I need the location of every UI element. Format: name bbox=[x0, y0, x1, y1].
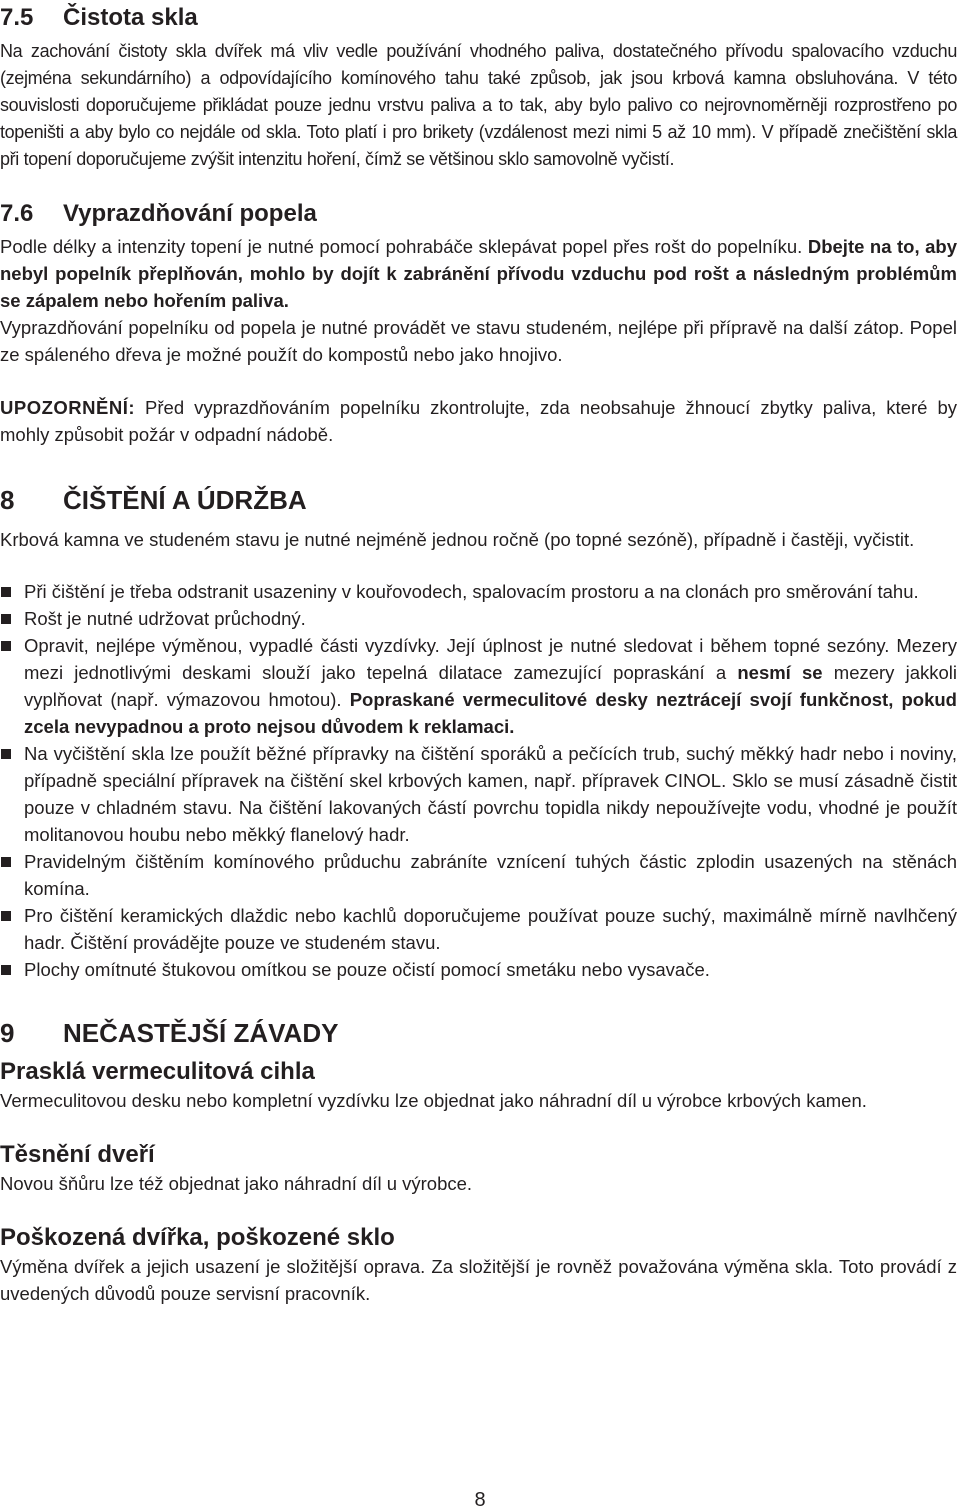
subsection-text: Novou šňůru lze též objednat jako náhradní díl u výrobce. bbox=[0, 1173, 473, 1194]
list-item-text: Pro čištění keramických dlaždic nebo kachlů doporučujeme používat pouze suchý, maximálně mírně navlhčený hadr. Čištění provádějte pouze ve studeném stavu. bbox=[24, 905, 957, 953]
paragraph-bold-text: Dbejte na to, aby nebyl popelník přeplňován, mohlo by dojít k zabránění přívodu vzduchu pod rošt a následným problémům se zápalem nebo hořením paliva. bbox=[0, 236, 958, 311]
section-7-5-heading bbox=[0, 3, 957, 33]
subsection-text: Výměna dvířek a jejich usazení je složitější oprava. Za složitější je rovněž považována výměna skla. Toto provádí z uvedených důvodů pouze servisní pracovník. bbox=[0, 1256, 957, 1304]
list-item bbox=[0, 632, 957, 740]
paragraph-text: Vyprazdňování popelníku od popela je nutné provádět ve stavu studeném, nejlépe při přípravě na další zátop. Popel ze spáleného dřeva je možné použít do kompostů nebo jako hnojivo. bbox=[0, 317, 957, 365]
list-item bbox=[0, 848, 957, 902]
section-number: 7.6 bbox=[0, 200, 34, 227]
chapter-title: ČIŠTĚNÍ A ÚDRŽBA bbox=[63, 485, 307, 515]
warning-paragraph bbox=[0, 394, 957, 448]
section-7-5-paragraph bbox=[0, 38, 957, 173]
section-7-6-paragraph-1 bbox=[0, 233, 957, 314]
square-bullet-icon bbox=[1, 641, 11, 651]
list-item bbox=[0, 605, 957, 632]
chapter-8-heading bbox=[0, 484, 957, 516]
subsection-heading: Těsnění dveří bbox=[0, 1141, 155, 1168]
section-number: 7.5 bbox=[0, 4, 34, 31]
list-item bbox=[0, 902, 957, 956]
list-item-bold-text: Popraskané vermeculitové desky neztrácejí svojí funkčnost, pokud zcela nevypadnou a proto nejsou důvodem k reklamaci. bbox=[24, 689, 957, 737]
section-title: Vyprazdňování popela bbox=[63, 200, 317, 227]
list-item-text: Rošt je nutné udržovat průchodný. bbox=[24, 608, 306, 629]
paragraph-text: Na zachování čistoty skla dvířek má vliv vedle používání vhodného paliva, dostatečného přívodu spalovacího vzduchu (zejména sekundárního) a odpovídajícího komínového tahu také způsob, jak jsou krbová kamna obsluhována. V této souvislosti doporučujeme přikládat pouze jednu vrstvu paliva a to tak, aby bylo palivo co nejrovnoměrněji rozprostřeno po topeništi a aby bylo co nejdále od skla. Toto platí i pro brikety (vzdálenost mezi nimi 5 až 10 mm). bbox=[0, 41, 957, 142]
chapter-9-heading bbox=[0, 1017, 957, 1049]
page-number: 8 bbox=[474, 1489, 486, 1511]
subsection-text: Vermeculitovou desku nebo kompletní vyzdívku lze objednat jako náhradní díl u výrobce krbových kamen. bbox=[0, 1090, 867, 1111]
chapter-number: 9 bbox=[0, 1018, 15, 1048]
list-item bbox=[0, 740, 957, 848]
warning-label: UPOZORNĚNÍ: bbox=[0, 397, 135, 418]
warning-text: Před vyprazdňováním popelníku zkontrolujte, zda neobsahuje žhnoucí zbytky paliva, které by mohly způsobit požár v odpadní nádobě. bbox=[0, 397, 957, 445]
list-item-text: Při čištění je třeba odstranit usazeniny v kouřovodech, spalovacím prostoru a na clonách pro směrování tahu. bbox=[24, 581, 919, 602]
chapter-title: NEČASTĚJŠÍ ZÁVADY bbox=[63, 1018, 339, 1048]
list-item-bold-text: nesmí se bbox=[737, 662, 823, 683]
square-bullet-icon bbox=[1, 911, 11, 921]
list-item-text: Pravidelným čištěním komínového průduchu zabráníte vznícení tuhých částic zplodin usazených na stěnách komína. bbox=[24, 851, 957, 899]
chapter-number: 8 bbox=[0, 485, 15, 515]
section-title: Čistota skla bbox=[63, 4, 198, 31]
section-7-6-heading bbox=[0, 199, 957, 229]
subsection-heading: Poškozená dvířka, poškozené sklo bbox=[0, 1224, 395, 1251]
paragraph-text: Krbová kamna ve studeném stavu je nutné nejméně jednou ročně (po topné sezóně), případně i častěji, vyčistit. bbox=[0, 529, 915, 550]
list-item-text: Na vyčištění skla lze použít běžné přípravky na čištění sporáků a pečících trub, suchý měkký hadr nebo i noviny, případně speciální přípravek na čištění skel krbových kamen, např. přípravek CINOL. Sklo se musí zásadně čistit pouze v chladném stavu. Na čištění lakovaných částí povrchu topidla nikdy nepoužívejte vodu, vhodné je použít molitanovou houbu nebo měkký flanelový hadr. bbox=[24, 743, 957, 845]
square-bullet-icon bbox=[1, 965, 11, 975]
list-item bbox=[0, 956, 957, 983]
subsection-heading: Prasklá vermeculitová cihla bbox=[0, 1058, 315, 1085]
list-item-text: Opravit, nejlépe výměnou, vypadlé části vyzdívky. Její úplnost je nutné sledovat i během topné sezóny. Mezery mezi jednotlivými deskami slouží jako tepelná dilatace zamezující popraskání a bbox=[24, 635, 957, 683]
list-item bbox=[0, 578, 957, 605]
maintenance-list bbox=[0, 578, 957, 983]
square-bullet-icon bbox=[1, 587, 11, 597]
chapter-8-intro bbox=[0, 526, 957, 553]
paragraph-text: V případě znečištění skla při topení doporučujeme zvýšit intenzitu hoření, čímž se většinou sklo samovolně vyčistí. bbox=[0, 122, 957, 169]
square-bullet-icon bbox=[1, 614, 11, 624]
section-7-6-paragraph-2 bbox=[0, 314, 957, 368]
paragraph-text: Podle délky a intenzity topení je nutné pomocí pohrabáče sklepávat popel přes rošt do popelníku. bbox=[0, 236, 803, 257]
square-bullet-icon bbox=[1, 857, 11, 867]
list-item-text: Plochy omítnuté štukovou omítkou se pouze očistí pomocí smetáku nebo vysavače. bbox=[24, 959, 710, 980]
square-bullet-icon bbox=[1, 749, 11, 759]
list-item-text: mezery jakkoli vyplňovat (např. výmazovou hmotou). bbox=[24, 662, 958, 710]
